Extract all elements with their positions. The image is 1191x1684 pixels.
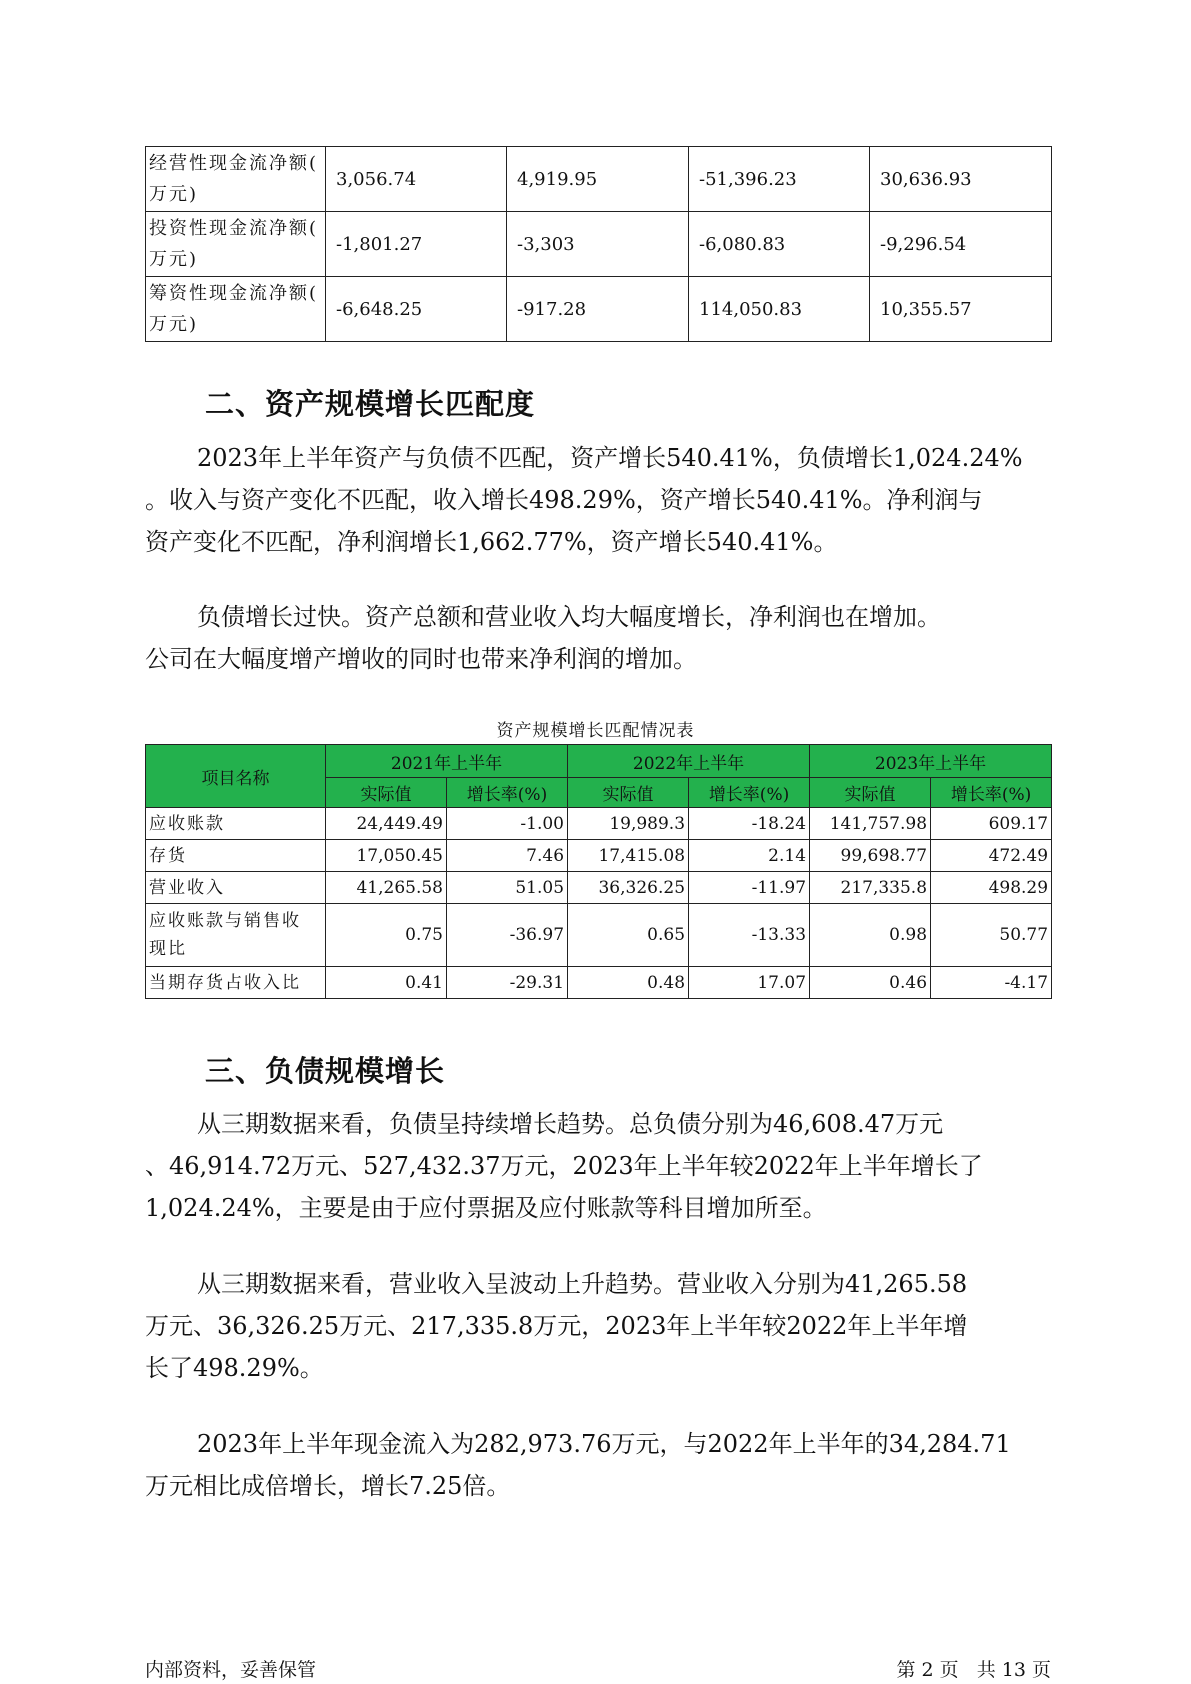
column-header: 实际值 (326, 778, 447, 808)
table-cell: 0.65 (568, 904, 689, 967)
row-label: 经营性现金流净额( 万元) (146, 147, 326, 212)
table-cell: 141,757.98 (810, 808, 931, 840)
table-cell: 10,355.57 (870, 277, 1052, 342)
table-cell: 114,050.83 (689, 277, 870, 342)
table-cell: -1,801.27 (326, 212, 507, 277)
table-cell: -3,303 (507, 212, 689, 277)
table-row (146, 840, 1052, 872)
paragraph: 负债增长过快。资产总额和营业收入均大幅度增长，净利润也在增加。 公司在大幅度增产增收的同时也带来净利润的增加。 (145, 603, 941, 673)
table-cell: -51,396.23 (689, 147, 870, 212)
table-cell: 472.49 (931, 840, 1052, 872)
paragraph: 从三期数据来看，营业收入呈波动上升趋势。营业收入分别为41,265.58 万元、36,326.25万元、217,335.8万元，2023年上半年较2022年上半年增 长了498.29%。 (145, 1270, 968, 1382)
table-cell: -917.28 (507, 277, 689, 342)
column-header: 增长率(%) (447, 778, 568, 808)
paragraph: 从三期数据来看，负债呈持续增长趋势。总负债分别为46,608.47万元 、46,914.72万元、527,432.37万元，2023年上半年较2022年上半年增长了 1,024.24%，主要是由于应付票据及应付账款等科目增加所至。 (145, 1110, 983, 1222)
table-cell: 4,919.95 (507, 147, 689, 212)
paragraph: 2023年上半年现金流入为282,973.76万元，与2022年上半年的34,284.71 万元相比成倍增长，增长7.25倍。 (145, 1430, 1011, 1500)
table-row (146, 212, 1052, 277)
table-cell: 217,335.8 (810, 872, 931, 904)
table-row (146, 872, 1052, 904)
table-cell: 99,698.77 (810, 840, 931, 872)
row-label: 应收账款 (146, 808, 326, 840)
table-cell: -6,080.83 (689, 212, 870, 277)
row-label: 投资性现金流净额( 万元) (146, 212, 326, 277)
table-cell: -6,648.25 (326, 277, 507, 342)
table-cell: 0.48 (568, 967, 689, 999)
table-cell: 17,415.08 (568, 840, 689, 872)
table-row (146, 967, 1052, 999)
table-cell: 0.41 (326, 967, 447, 999)
table-cell: -36.97 (447, 904, 568, 967)
section-heading: 二、资产规模增长匹配度 (205, 387, 536, 421)
table-cell: -4.17 (931, 967, 1052, 999)
row-label: 营业收入 (146, 872, 326, 904)
section-heading: 三、负债规模增长 (205, 1054, 446, 1088)
asset-scale-table (145, 744, 1052, 999)
table-cell: 0.46 (810, 967, 931, 999)
table-cell: 41,265.58 (326, 872, 447, 904)
page-number: 第 2 页 共 13 页 (896, 1659, 1051, 1681)
table-cell: 3,056.74 (326, 147, 507, 212)
table-header-row (146, 745, 1052, 778)
table-cell: 7.46 (447, 840, 568, 872)
table-cell: -13.33 (689, 904, 810, 967)
row-label: 应收账款与销售收 现比 (146, 904, 326, 967)
table-cell: -11.97 (689, 872, 810, 904)
cashflow-table (145, 146, 1052, 342)
table-cell: 17,050.45 (326, 840, 447, 872)
table-cell: 50.77 (931, 904, 1052, 967)
column-header: 2023年上半年 (810, 745, 1052, 778)
table-row (146, 808, 1052, 840)
table-cell: -1.00 (447, 808, 568, 840)
row-label: 筹资性现金流净额( 万元) (146, 277, 326, 342)
table-cell: 0.98 (810, 904, 931, 967)
table-row (146, 277, 1052, 342)
column-header: 增长率(%) (689, 778, 810, 808)
table-cell: 498.29 (931, 872, 1052, 904)
table-caption: 资产规模增长匹配情况表 (496, 721, 695, 741)
table-cell: 17.07 (689, 967, 810, 999)
paragraph: 2023年上半年资产与负债不匹配，资产增长540.41%，负债增长1,024.24% 。收入与资产变化不匹配，收入增长498.29%，资产增长540.41%。净利润与 资产变化不匹配，净利润增长1,662.77%，资产增长540.41%。 (145, 444, 1023, 556)
table-cell: 609.17 (931, 808, 1052, 840)
table-row (146, 904, 1052, 967)
column-header: 实际值 (568, 778, 689, 808)
footer-note: 内部资料，妥善保管 (145, 1659, 317, 1681)
table-cell: 0.75 (326, 904, 447, 967)
table-cell: -18.24 (689, 808, 810, 840)
table-cell: 24,449.49 (326, 808, 447, 840)
table-cell: -29.31 (447, 967, 568, 999)
column-header: 项目名称 (146, 745, 326, 808)
table-cell: 51.05 (447, 872, 568, 904)
column-header: 实际值 (810, 778, 931, 808)
table-row (146, 147, 1052, 212)
table-cell: 36,326.25 (568, 872, 689, 904)
row-label: 当期存货占收入比 (146, 967, 326, 999)
column-header: 增长率(%) (931, 778, 1052, 808)
table-cell: 2.14 (689, 840, 810, 872)
column-header: 2022年上半年 (568, 745, 810, 778)
table-cell: 30,636.93 (870, 147, 1052, 212)
column-header: 2021年上半年 (326, 745, 568, 778)
row-label: 存货 (146, 840, 326, 872)
table-cell: -9,296.54 (870, 212, 1052, 277)
table-cell: 19,989.3 (568, 808, 689, 840)
